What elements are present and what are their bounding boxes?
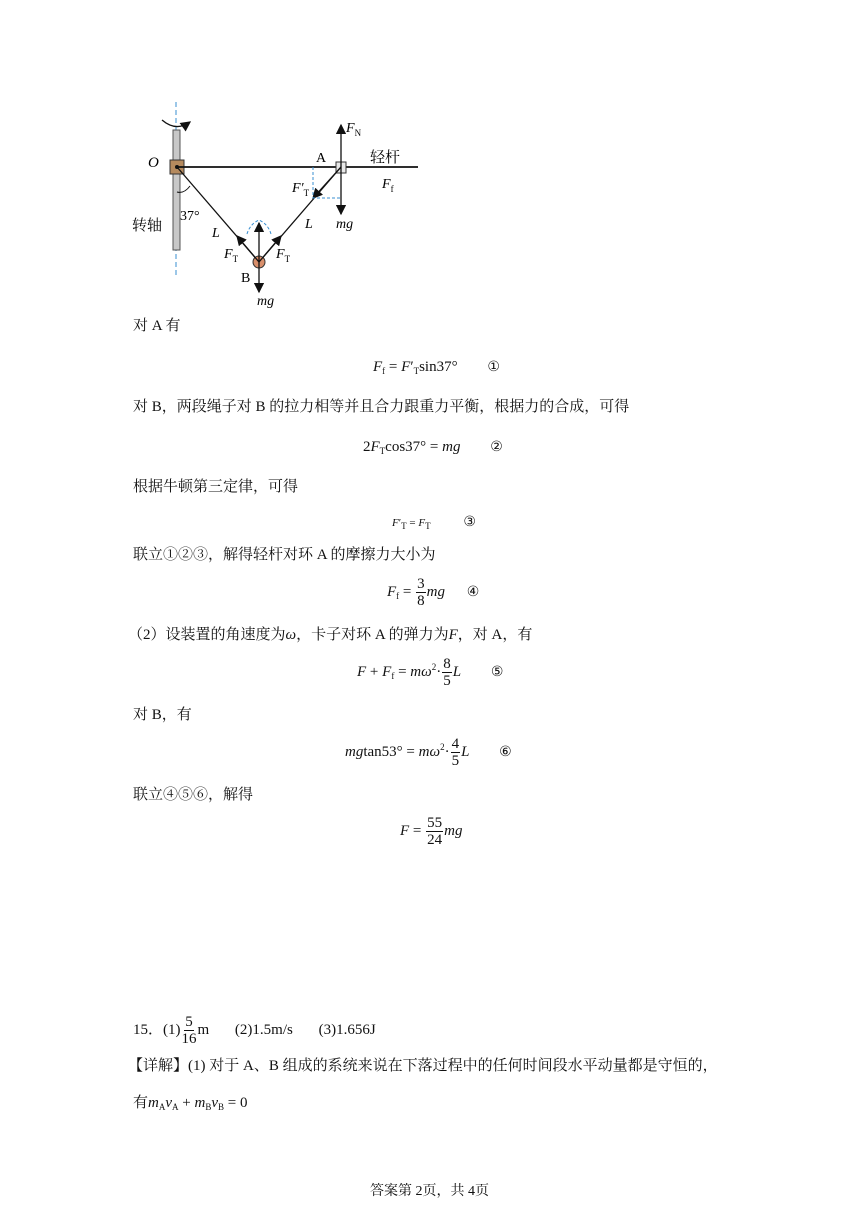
eq6-mark: ⑥ <box>499 743 512 760</box>
equation-2: $2F_T\cos 37^\circ$ = mg ② <box>363 439 503 456</box>
equation-5: $F + F_f = m\omega^2\cdot$ $\frac{8}{5}$ L ⑤ <box>357 656 504 689</box>
label-o: O <box>148 155 159 171</box>
detail-equation: 有$m_Av_A + m_Bv_B = 0$ <box>133 1095 248 1112</box>
eq4-mark: ④ <box>466 583 480 600</box>
force-diagram <box>120 100 430 315</box>
equation-6: $mgtan53^\circ = m\omega^2\cdot$ $\frac{4}{5}$ L ⑥ <box>345 736 512 769</box>
label-rod: 轻杆 <box>370 148 401 166</box>
label-angle: 37° <box>180 209 200 224</box>
eq1-mark: ① <box>487 359 500 375</box>
line-p7: 联立④⑤⑥，解得 <box>133 787 254 803</box>
label-b: B <box>241 271 251 286</box>
line-p3: 根据牛顿第三定律，可得 <box>133 479 299 495</box>
line-p6: 对 B，有 <box>133 707 192 723</box>
label-axis: 转轴 <box>132 216 163 234</box>
shaft <box>173 130 180 250</box>
line-p2: 对 B，两段绳子对 B 的拉力相等并且合力跟重力平衡，根据力的合成，可得 <box>133 399 630 415</box>
label-ft-right: $F_T$ <box>276 247 291 264</box>
label-l-right: L <box>305 217 313 232</box>
label-mg-b: mg <box>257 294 275 309</box>
line-p4: 联立①②③，解得轻杆对环 A 的摩擦力大小为 <box>133 547 436 563</box>
question-15-answers: 15．(1) $\frac{5}{16}$ m (2)1.5m/s (3)1.656J <box>133 1014 376 1047</box>
equation-4: $F_f$ = $\frac{3}{8}$ mg ④ <box>387 576 480 609</box>
label-ff: $F_f$ <box>382 177 394 194</box>
label-ftp: $F'_T$ <box>292 181 310 198</box>
page-footer: 答案第 2页，共 4页 <box>370 1184 489 1199</box>
equation-7: F = $\frac{55}{24}$ mg <box>400 815 463 848</box>
label-mg-a: mg <box>336 217 354 232</box>
label-ft-left: $F_T$ <box>224 247 239 264</box>
label-l-left: L <box>212 226 220 241</box>
line-p1: 对 A 有 <box>133 318 181 334</box>
eq2-mark: ② <box>490 439 503 455</box>
eq3-mark: ③ <box>463 514 476 530</box>
label-a: A <box>316 151 327 166</box>
label-fn: $F_N$ <box>346 121 362 138</box>
line-p5: （2）设装置的角速度为ω，卡子对环 A 的弹力为F，对 A，有 <box>128 627 533 643</box>
detail-line: 【详解】(1) 对于 A、B 组成的系统来说在下落过程中的任何时间段水平动量都是守恒的， <box>128 1058 718 1074</box>
equation-1: $F_f = F'_T\sin 37^\circ$ ① <box>373 359 500 376</box>
eq5-mark: ⑤ <box>490 663 504 680</box>
equation-3: $F'_T = F_T$ ③ <box>392 514 476 531</box>
